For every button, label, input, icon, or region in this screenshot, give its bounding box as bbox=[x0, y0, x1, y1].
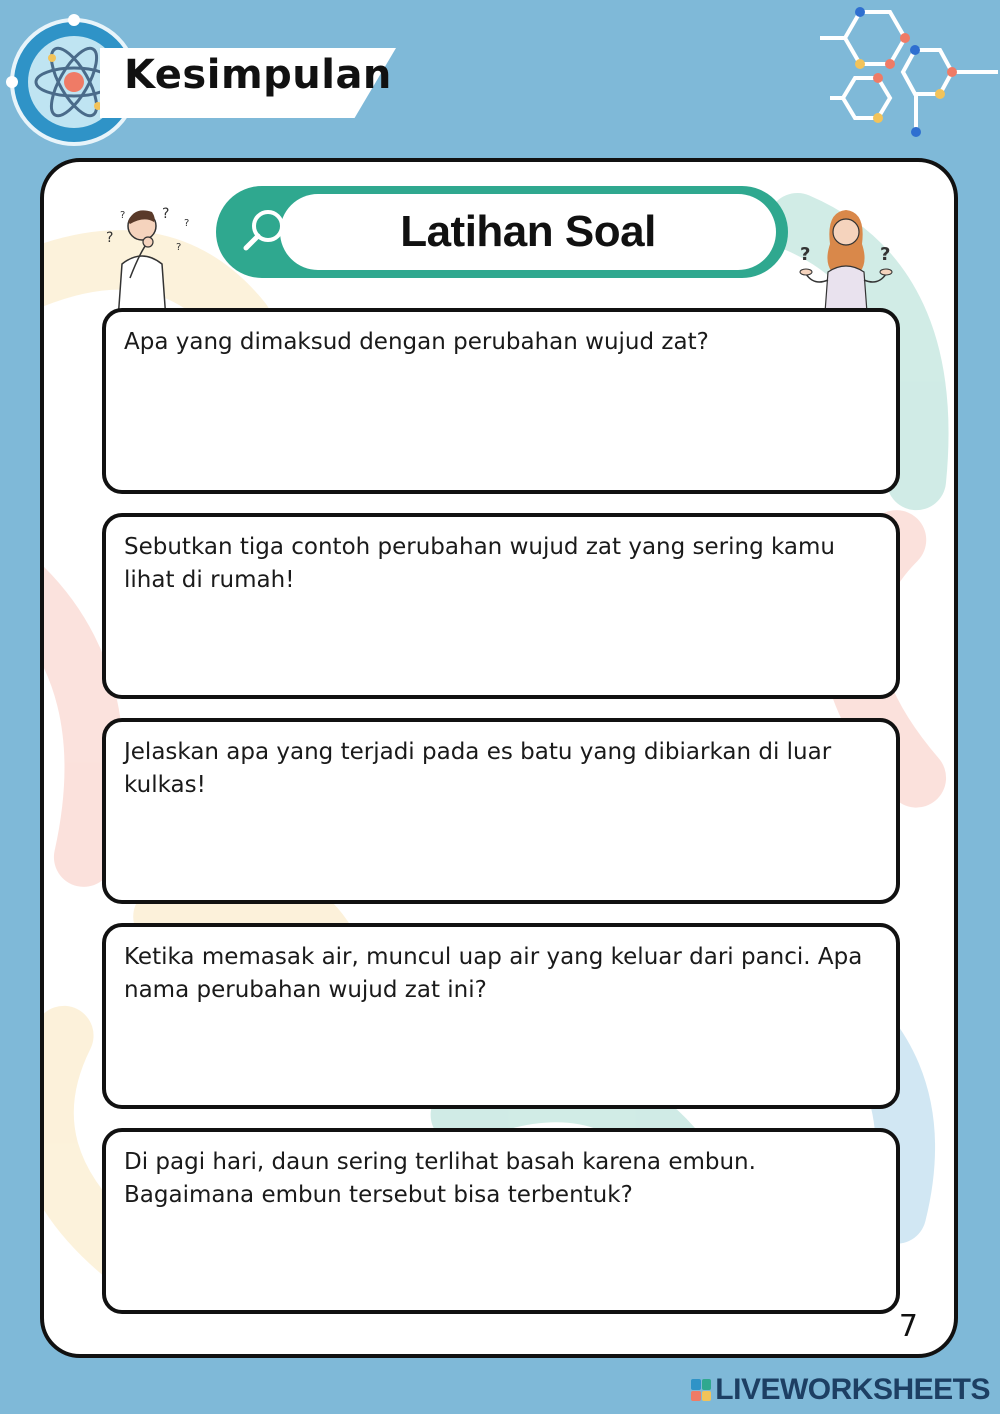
question-text: Sebutkan tiga contoh perubahan wujud zat yang sering kamu lihat di rumah! bbox=[124, 534, 835, 593]
question-box-1[interactable] bbox=[102, 308, 900, 494]
question-text: Ketika memasak air, muncul uap air yang keluar dari panci. Apa nama perubahan wujud zat ini? bbox=[124, 944, 863, 1003]
search-bar bbox=[216, 186, 788, 278]
worksheet-card bbox=[40, 158, 958, 1358]
svg-text:?: ? bbox=[162, 206, 170, 222]
badge-dot bbox=[6, 76, 18, 88]
svg-text:?: ? bbox=[800, 244, 811, 265]
badge-dot bbox=[68, 14, 80, 26]
page-title: Kesimpulan bbox=[124, 52, 392, 98]
liveworksheets-mark-icon bbox=[691, 1379, 711, 1401]
question-box-4[interactable] bbox=[102, 923, 900, 1109]
svg-text:?: ? bbox=[120, 210, 126, 221]
svg-text:?: ? bbox=[106, 230, 114, 246]
svg-text:?: ? bbox=[176, 242, 182, 253]
thinking-person-illustration bbox=[100, 198, 200, 322]
question-text: Jelaskan apa yang terjadi pada es batu yang dibiarkan di luar kulkas! bbox=[124, 739, 832, 798]
svg-text:?: ? bbox=[184, 218, 190, 229]
molecule-icon bbox=[800, 0, 1000, 140]
question-box-3[interactable] bbox=[102, 718, 900, 904]
brand-name: LIVEWORKSHEETS bbox=[715, 1373, 990, 1406]
liveworksheets-logo[interactable] bbox=[691, 1372, 990, 1408]
page-number: 7 bbox=[898, 1309, 918, 1344]
question-text: Di pagi hari, daun sering terlihat basah karena embun. Bagaimana embun tersebut bisa terbentuk? bbox=[124, 1149, 756, 1208]
svg-text:?: ? bbox=[880, 244, 891, 265]
question-box-5[interactable] bbox=[102, 1128, 900, 1314]
question-text: Apa yang dimaksud dengan perubahan wujud zat? bbox=[124, 329, 709, 355]
worksheet-title: Latihan Soal bbox=[400, 207, 656, 256]
question-box-2[interactable] bbox=[102, 513, 900, 699]
